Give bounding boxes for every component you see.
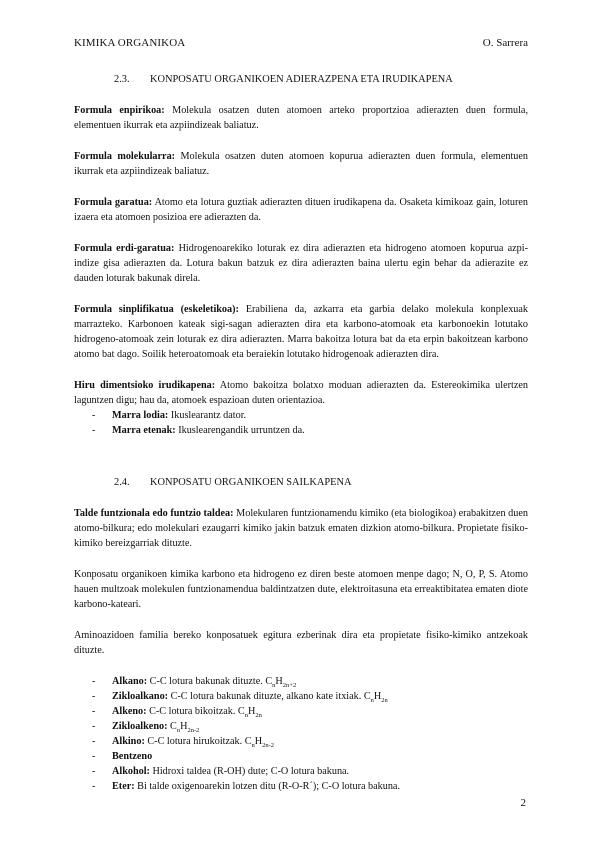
formula-h: H xyxy=(275,676,283,687)
subscript: 2n+2 xyxy=(282,682,297,690)
section-title: KONPOSATU ORGANIKOEN ADIERAZPENA ETA IRUDIKAPENA xyxy=(150,74,453,85)
list-item-eter xyxy=(74,779,528,794)
term: Zikloalkano: xyxy=(112,691,169,702)
list-item-zikloalkano xyxy=(74,689,528,704)
page-content xyxy=(74,72,528,810)
subscript: 2n-2 xyxy=(262,742,275,750)
list-item-alkeno xyxy=(74,704,528,719)
dash: - xyxy=(92,766,96,777)
paragraph-familia: Aminoazidoen familia bereko konposatuek egitura ezberinak dira eta propietate fisiko-kimiko antzekoak dituzte. xyxy=(74,630,528,656)
header-chapter: O. Sarrera xyxy=(482,37,528,49)
definition: Ikuslearengandik urruntzen da. xyxy=(175,425,305,436)
dash: - xyxy=(92,721,96,732)
list-item-alkino xyxy=(74,734,528,749)
list-item-bentzeno xyxy=(74,749,528,764)
list-item xyxy=(74,408,528,423)
definition: Erabiliena da, azkarra eta garbia delako molekula konplexuak marrazteko. Karbonoen kateak sigi-sagan adierazten dira eta karbono-atomoak eta karbonoekin lotutako hidrogeno-atomoak zein loturak ez dira adierazten. Marra bakoitza lotura bat da eta erpin bakoitzean karbono atomo bat dago. Soilik heteroatomoak eta beraiekin lotutako hidrogenoak adierazten dira. xyxy=(74,304,528,360)
marra-list xyxy=(74,408,528,438)
subscript: 2n-2 xyxy=(187,727,200,735)
paragraph-formula-erdi-garatua xyxy=(74,241,528,286)
term: Alkohol: xyxy=(112,766,150,777)
subscript: n xyxy=(272,682,276,690)
header-title: KIMIKA ORGANIKOA xyxy=(74,37,186,49)
subscript: n xyxy=(244,712,248,720)
paragraph-formula-garatua xyxy=(74,195,528,225)
term: Marra etenak: xyxy=(112,425,176,436)
dash: - xyxy=(92,736,96,747)
list-item xyxy=(74,423,528,438)
definition: Ikuslearantz dator. xyxy=(168,410,247,421)
term: Marra lodia: xyxy=(112,410,169,421)
subscript: n xyxy=(251,742,255,750)
term: Bentzeno xyxy=(112,751,153,762)
paragraph-hiru-dimentsioko xyxy=(74,378,528,408)
formula-h: H xyxy=(180,721,188,732)
term: Formula sinplifikatua (eskeletikoa): xyxy=(74,304,239,315)
list-item-alkano xyxy=(74,674,528,689)
definition: Molekularen funtzionamendu kimiko (eta biologikoa) erabakitzen duen atomo-bilkura; edo molekulari ezaugarri kimiko jakin batzuk ematen dizkion atomo-bilkura. Propietate fisiko-kimiko bereizgarriak dituzte. xyxy=(74,508,528,549)
definition: Atomo bakoitza bolatxo moduan adierazten da. Estereokimika ulertzen laguntzen digu; hau da, atomoek espazioan duten orientazioa. xyxy=(74,380,528,406)
term: Formula enpirikoa: xyxy=(74,105,165,116)
term: Alkeno: xyxy=(112,706,147,717)
term: Formula garatua: xyxy=(74,197,153,208)
dash: - xyxy=(92,751,96,762)
definition: Hidrogenoarekiko loturak ez dira adierazten eta hidrogeno atomoen kopurua azpi-indize gisa adierazten da. Lotura bakun batzuk ez dira adierazten baina ulertu egin behar da adierazite ez dauden loturak bakunak direla. xyxy=(74,243,528,284)
paragraph-formula-sinplifikatua xyxy=(74,302,528,362)
definition: Bi talde oxigenoarekin lotzen ditu (R-O-R´); C-O lotura bakuna. xyxy=(134,781,400,792)
compound-list xyxy=(74,674,528,794)
dash: - xyxy=(92,425,96,436)
dash: - xyxy=(92,691,96,702)
definition: Atomo eta lotura guztiak adierazten dituen irudikapena da. Osaketa kimikoaz gain, loturen izaera eta atomoen posizioa ere adierazten da. xyxy=(74,197,528,223)
paragraph-talde-funtzionala xyxy=(74,506,528,551)
term: Hiru dimentsioko irudikapena: xyxy=(74,380,216,391)
formula-h: H xyxy=(254,736,263,747)
dash: - xyxy=(92,706,96,717)
formula-h: H xyxy=(373,691,382,702)
term: Talde funtzionala edo funtzio taldea: xyxy=(74,508,234,519)
section-number: 2.3. xyxy=(114,74,130,85)
definition: C-C lotura bakunak dituzte, alkano kate itxiak. C xyxy=(168,691,371,702)
dash: - xyxy=(92,676,96,687)
list-item-alkohol xyxy=(74,764,528,779)
definition: Hidroxi taldea (R-OH) dute; C-O lotura bakuna. xyxy=(149,766,350,777)
section-heading-2-4 xyxy=(114,475,528,490)
section-heading-2-3 xyxy=(114,72,528,87)
definition: C-C lotura bakunak dituzte. C xyxy=(147,676,273,687)
term: Eter: xyxy=(112,781,135,792)
paragraph-formula-molekularra xyxy=(74,149,528,179)
term: Alkano: xyxy=(112,676,148,687)
term: Zikloalkeno: xyxy=(112,721,168,732)
list-item-zikloalkeno xyxy=(74,719,528,734)
definition: Molekula osatzen duten atomoen arteko proportzioa adierazten duen formula, elementuen ikurrak eta azpiindizeak baliatuz. xyxy=(74,105,528,131)
dash: - xyxy=(92,410,96,421)
term: Formula molekularra: xyxy=(74,151,176,162)
formula-h: H xyxy=(247,706,256,717)
subscript: n xyxy=(176,727,181,735)
paragraph-heteroatomoak: Konposatu organikoen kimika karbono eta hidrogeno ez diren beste atomoen menpe dago; N, O, P, S. Atomo hauen multzoak molekulen funtzionamendua baldintzatzen dute, elektroitasuna eta erreaktibitatea ematen diote karbono-kateari. xyxy=(74,569,528,610)
dash: - xyxy=(92,781,96,792)
subscript: 2n xyxy=(381,697,388,705)
section-number: 2.4. xyxy=(114,477,130,488)
definition: C-C lotura bikoitzak. C xyxy=(146,706,245,717)
definition: C xyxy=(167,721,177,732)
subscript: 2n xyxy=(255,712,262,720)
page-number: 2 xyxy=(520,797,526,809)
paragraph-formula-enpirikoa xyxy=(74,103,528,133)
section-title: KONPOSATU ORGANIKOEN SAILKAPENA xyxy=(150,477,352,488)
term: Alkino: xyxy=(112,736,145,747)
definition: C-C lotura hirukoitzak. C xyxy=(144,736,252,747)
term: Formula erdi-garatua: xyxy=(74,243,175,254)
definition: Molekula osatzen duten atomoen kopurua adierazten duen formula, elementuen ikurrak eta azpiindizeak baliatuz. xyxy=(74,151,528,177)
subscript: n xyxy=(370,697,374,705)
